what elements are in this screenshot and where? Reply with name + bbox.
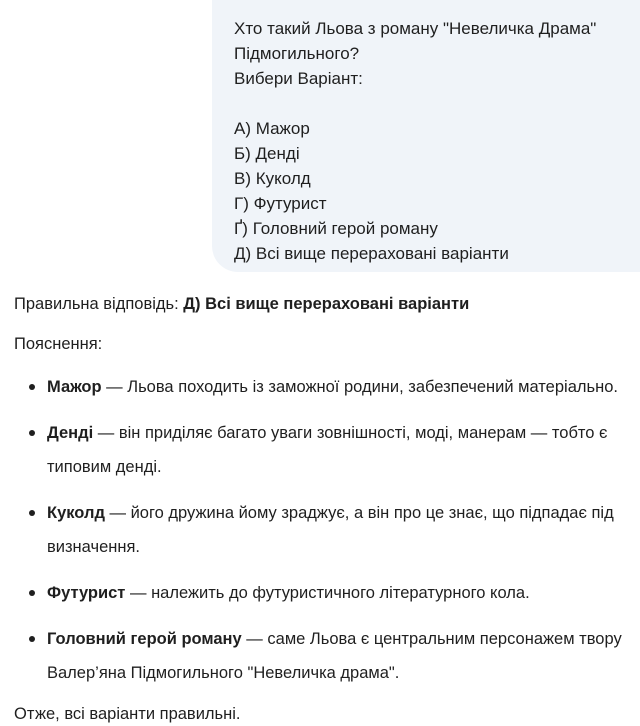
explanation-text: — він приділяє багато уваги зовнішності, моді, манерам — тобто є типовим денді. (47, 424, 608, 476)
verdict-prefix: Правильна відповідь: (14, 295, 184, 313)
explanation-term: Мажор (47, 378, 102, 396)
user-question-line-2: Підмогильного? (234, 44, 360, 63)
verdict-answer: Д) Всі вище перераховані варіанти (183, 295, 470, 313)
explanation-text: — Льова походить із заможної родини, забезпечений матеріально. (101, 378, 618, 396)
answer-options-list (234, 116, 622, 266)
user-question-line-3: Вибери Варіант: (234, 69, 363, 88)
explanation-title: Пояснення: (14, 335, 103, 353)
explanation-term: Головний герой роману (47, 630, 242, 648)
explanation-item-main-hero (14, 622, 626, 690)
verdict-line (14, 292, 626, 316)
explanation-item-dandy (14, 416, 626, 484)
bullet-dot (29, 636, 35, 642)
conclusion: Отже, всі варіанти правильні. (14, 705, 241, 723)
bullet-dot (29, 510, 35, 516)
explanation-item-cuckold (14, 496, 626, 564)
explanation-term: Куколд (47, 504, 105, 522)
option-a: А) Мажор (234, 119, 310, 138)
user-question-line-1: Хто такий Льова з роману "Невеличка Драма" (234, 19, 597, 38)
explanation-term: Футурист (47, 584, 126, 602)
bullet-dot (29, 430, 35, 436)
bullet-dot (29, 590, 35, 596)
option-h: Г) Футурист (234, 194, 327, 213)
message-spacer (234, 91, 622, 116)
option-g: Ґ) Головний герой роману (234, 219, 438, 238)
option-d: Д) Всі вище перераховані варіанти (234, 244, 509, 263)
explanation-list (14, 370, 626, 690)
explanation-item-futurist (14, 576, 626, 610)
option-b: Б) Денді (234, 144, 300, 163)
explanation-text: — належить до футуристичного літературного кола. (125, 584, 530, 602)
explanation-item-major (14, 370, 626, 404)
explanation-term: Денді (47, 424, 94, 442)
explanation-text: — саме Льова є центральним персонажем твору Валер’яна Підмогильного "Невеличка драма". (47, 630, 622, 682)
bullet-dot (29, 384, 35, 390)
assistant-response (14, 292, 626, 726)
option-v: В) Куколд (234, 169, 311, 188)
user-message-bubble (212, 0, 640, 272)
explanation-text: — його дружина йому зраджує, а він про це знає, що підпадає під визначення. (47, 504, 614, 556)
